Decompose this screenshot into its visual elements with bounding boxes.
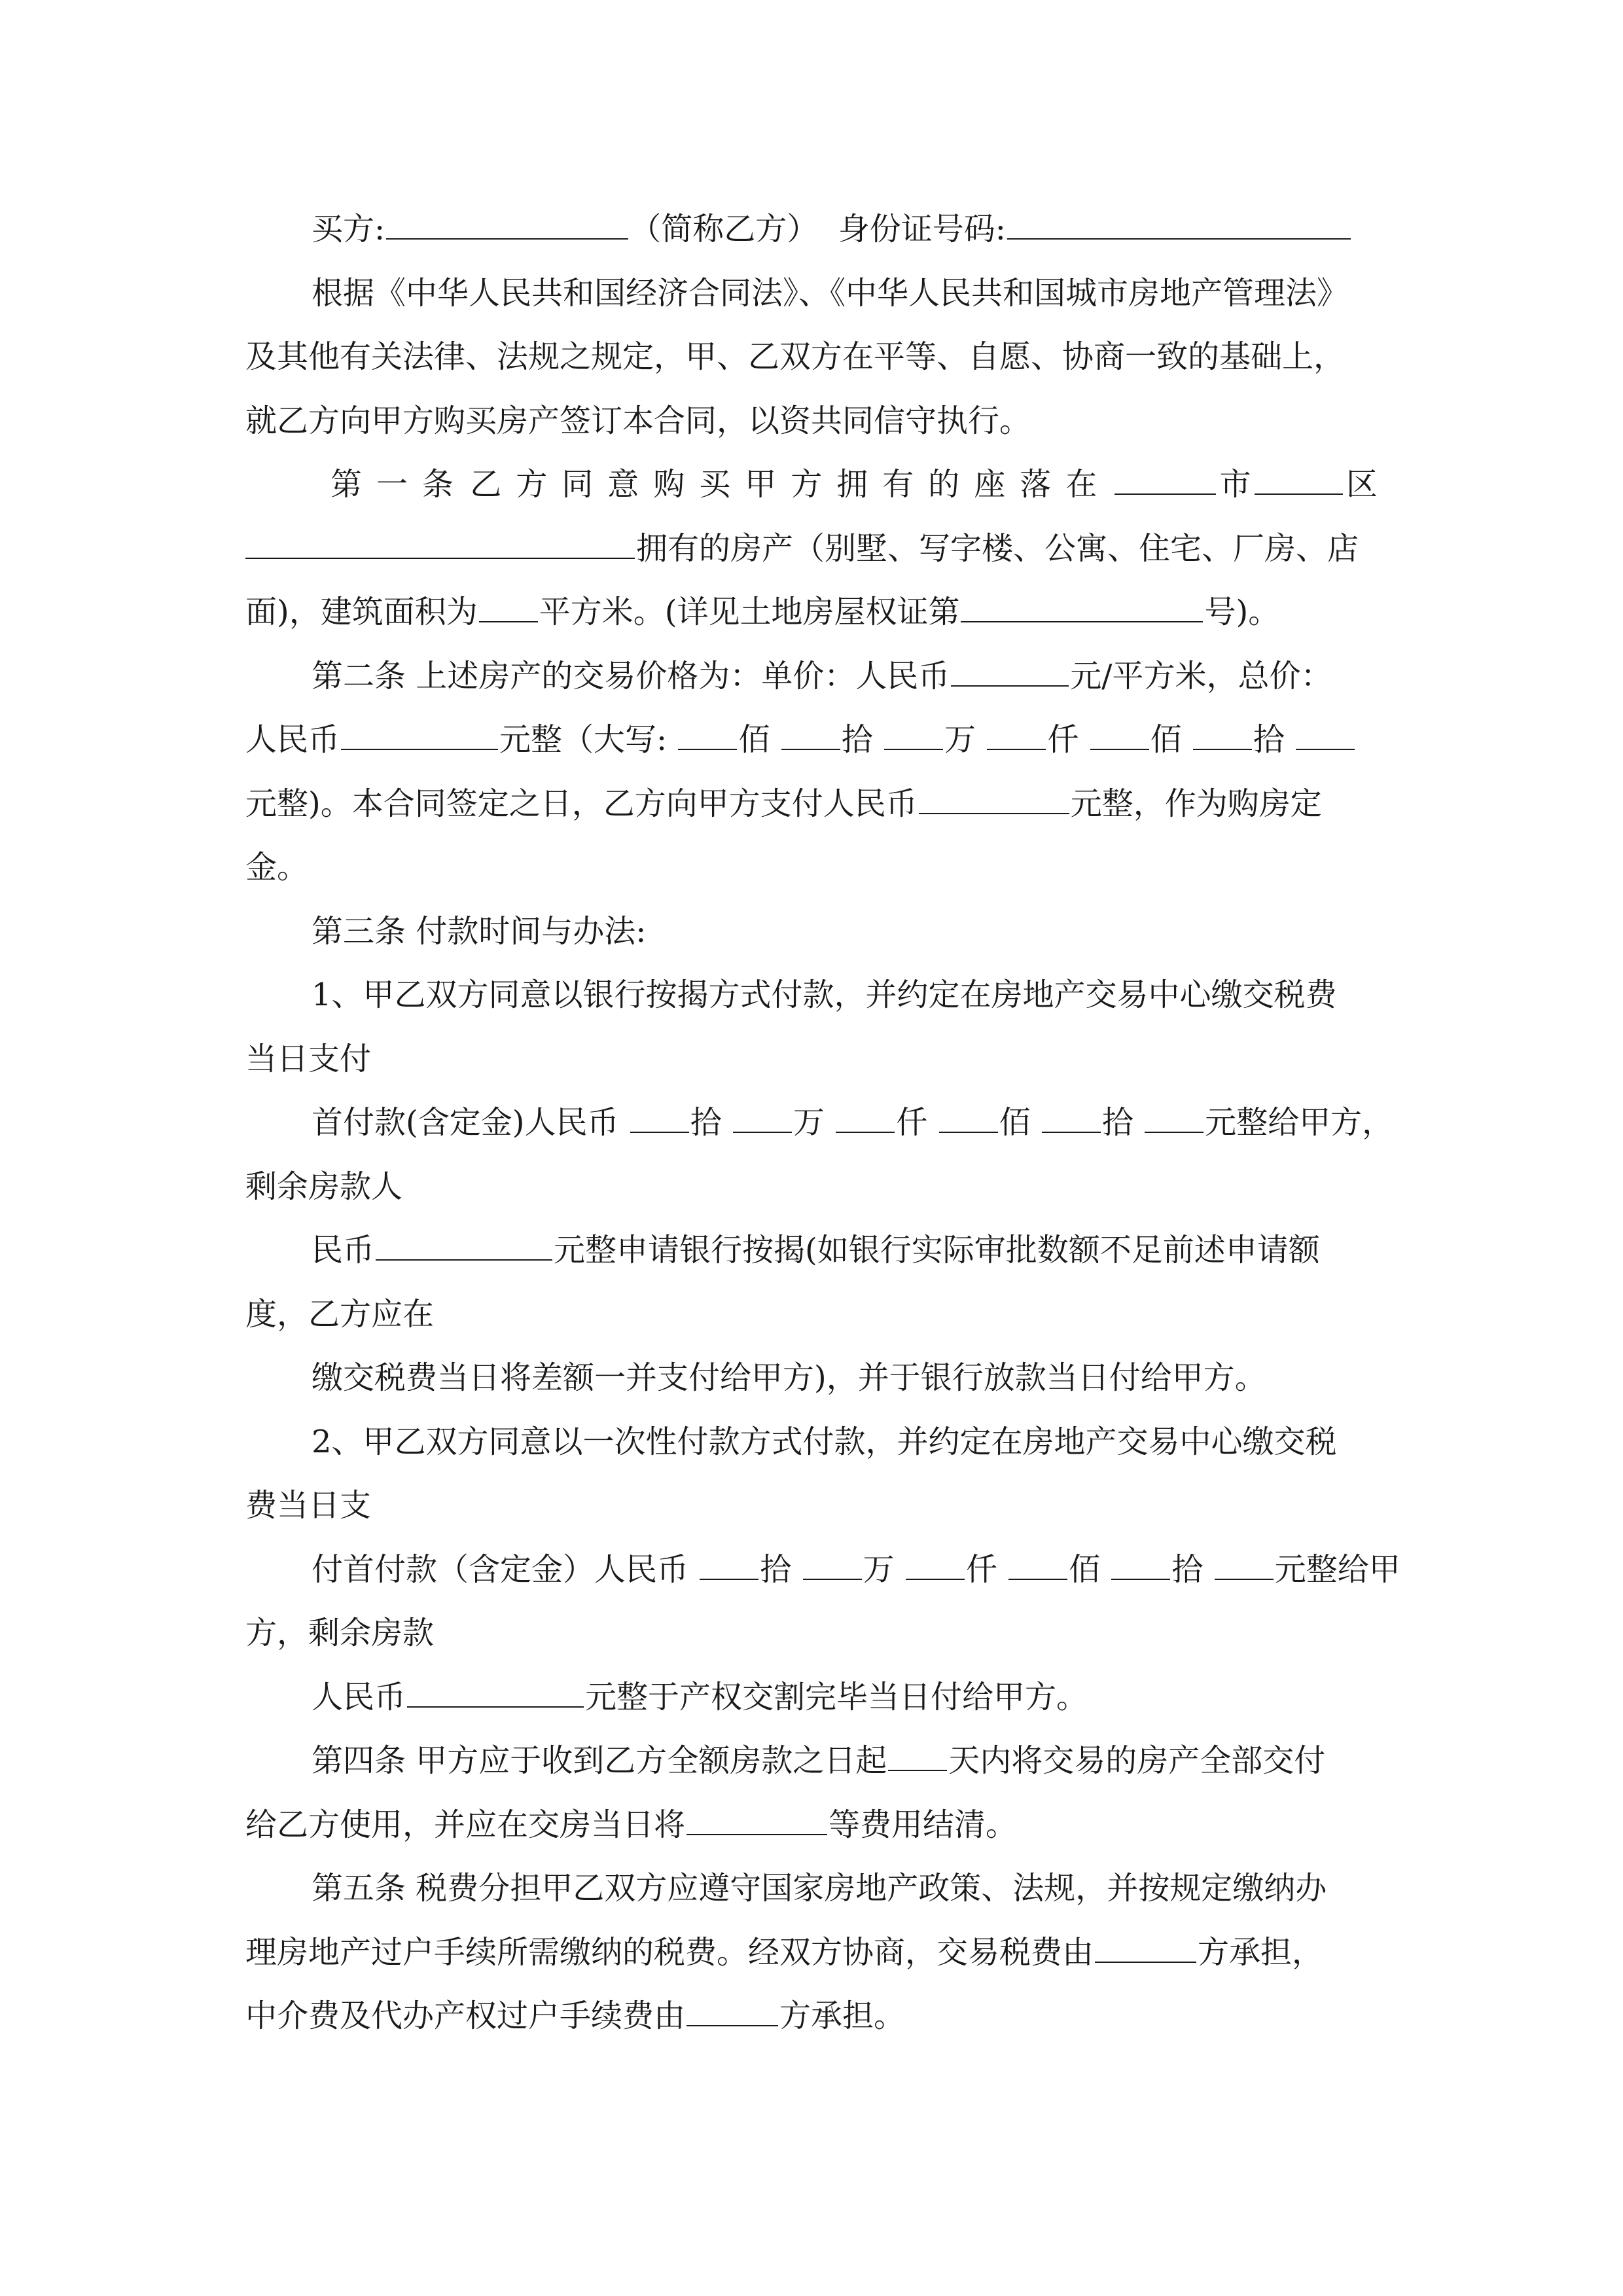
article1-text-c: 面)，建筑面积为 <box>245 594 478 630</box>
article3-item1-line-3 <box>245 1091 1394 1155</box>
amount-blank <box>1008 1539 1067 1580</box>
article4-text-b: 天内将交易的房产全部交付 <box>948 1742 1326 1779</box>
article3-balance-blank <box>407 1667 584 1708</box>
article4-line-2 <box>245 1793 1378 1857</box>
article3-item1-d: 元整给甲方， <box>1205 1104 1394 1141</box>
article2-total-blank <box>341 709 498 750</box>
amount-blank <box>678 709 737 750</box>
item1-unit-1: 拾 <box>690 1104 722 1141</box>
amount-blank <box>884 709 943 750</box>
buyer-short-name: （简称乙方） <box>630 211 819 247</box>
article5-line-3 <box>245 1984 1378 2049</box>
item2-unit-2: 万 <box>863 1551 895 1588</box>
article3-item1-line-6: 度，乙方应在 <box>245 1295 435 1333</box>
article3-title: 付款时间与办法: <box>416 912 647 950</box>
intro-line-3: 就乙方向甲方购买房产签订本合同，以资共同信守执行。 <box>245 402 1031 439</box>
article3-item2-line-4: 方，剩余房款 <box>245 1615 435 1651</box>
article5-text-d: 中介费及代办产权过户手续费由 <box>245 1998 686 2034</box>
article5-head: 第五条 <box>312 1870 406 1907</box>
intro-line-2: 及其他有关法律、法规之规定，甲、乙双方在平等、自愿、协商一致的基础上， <box>245 338 1346 375</box>
article3-item1-f: 民币 <box>312 1232 375 1268</box>
article1-text-a: 乙方同意购买甲方拥有的座落在 <box>470 466 1112 503</box>
article3-item1-c: 首付款(含定金)人民币 <box>312 1104 619 1141</box>
amount-blank <box>906 1539 965 1580</box>
article2-line-4: 金。 <box>245 849 309 886</box>
article1-line-3 <box>245 581 1378 645</box>
buyer-name-blank <box>386 199 628 240</box>
amount-blank <box>803 1539 862 1580</box>
contract-body <box>245 198 1400 2049</box>
amount-blank <box>1111 1539 1170 1580</box>
article3-item2-line-2: 费当日支 <box>245 1487 372 1524</box>
article3-item2-g: 元整于产权交割完毕当日付给甲方。 <box>585 1678 1088 1715</box>
amount-blank <box>939 1092 998 1133</box>
buyer-label: 买方: <box>312 211 385 247</box>
buyer-id-blank <box>1007 199 1351 240</box>
article3-item1-g: 元整申请银行按揭(如银行实际审批数额不足前述申请额 <box>554 1232 1320 1268</box>
article2-line-2 <box>245 708 1378 772</box>
item1-unit-4: 佰 <box>999 1104 1031 1141</box>
intro-line-1: 根据《中华人民共和国经济合同法》、《中华人民共和国城市房地产管理法》 <box>312 274 1349 312</box>
article4-line-1 <box>245 1729 1378 1793</box>
article2-unit-3: 万 <box>944 721 976 758</box>
article5-line-1 <box>245 1857 1378 1921</box>
article3-title-line <box>245 900 1378 964</box>
article4-fees-blank <box>687 1795 827 1835</box>
article4-text-a: 甲方应于收到乙方全额房款之日起 <box>416 1742 887 1779</box>
article3-head: 第三条 <box>312 912 406 950</box>
amount-blank <box>1145 1092 1204 1133</box>
article3-loan-blank <box>376 1220 552 1261</box>
amount-blank <box>1215 1539 1274 1580</box>
article4-head: 第四条 <box>312 1742 406 1779</box>
article1-text-e: 号)。 <box>1204 594 1280 630</box>
article3-item1-line-5 <box>245 1219 1378 1283</box>
amount-blank <box>1193 709 1252 750</box>
buyer-line <box>245 198 1378 262</box>
article3-item1-line-1: 1、甲乙双方同意以银行按揭方式付款，并约定在房地产交易中心缴交税费 <box>312 977 1337 1013</box>
buyer-id-label: 身份证号码: <box>838 211 1006 247</box>
article5-text-c: 方承担， <box>1198 1933 1324 1971</box>
article1-cert-blank <box>961 582 1203 622</box>
article2-deposit-blank <box>919 774 1069 814</box>
article2-text-b: 元/平方米，总价： <box>1070 657 1332 694</box>
article2-unit-4: 仟 <box>1047 721 1079 758</box>
article1-text-d: 平方米。(详见土地房屋权证第 <box>539 594 960 630</box>
article3-item2-line-1: 2、甲乙双方同意以一次性付款方式付款，并约定在房地产交易中心缴交税 <box>312 1423 1337 1460</box>
article5-tax-party-blank <box>1095 1922 1196 1963</box>
article4-text-c: 给乙方使用，并应在交房当日将 <box>245 1806 686 1843</box>
article1-district: 区 <box>1346 466 1378 503</box>
item1-unit-5: 拾 <box>1101 1104 1133 1141</box>
article2-line-3 <box>245 772 1378 836</box>
article4-text-d: 等费用结清。 <box>829 1806 1018 1843</box>
article5-text-b: 理房地产过户手续所需缴纳的税费。经双方协商，交易税费由 <box>245 1933 1094 1971</box>
article5-text-a: 税费分担甲乙双方应遵守国家房地产政策、法规，并按规定缴纳办 <box>416 1870 1327 1907</box>
article2-unit-2: 拾 <box>841 721 873 758</box>
item2-unit-5: 拾 <box>1171 1551 1204 1588</box>
article1-address-blank <box>245 518 635 559</box>
article3-item2-c: 付首付款（含定金）人民币 <box>312 1551 689 1588</box>
article2-unit-price-blank <box>951 646 1069 687</box>
article3-item2-line-3 <box>245 1538 1400 1602</box>
article1-city-blank <box>1115 454 1216 495</box>
amount-blank <box>700 1539 758 1580</box>
item2-unit-1: 拾 <box>760 1551 792 1588</box>
article1-city: 市 <box>1219 466 1251 503</box>
item2-unit-4: 佰 <box>1069 1551 1101 1588</box>
amount-blank <box>836 1092 895 1133</box>
article1-head: 第一条 <box>330 466 469 503</box>
article3-item2-line-5 <box>245 1666 1378 1730</box>
amount-blank <box>1296 709 1355 750</box>
article1-area-blank <box>479 582 538 622</box>
article1-text-b: 拥有的房产（别墅、写字楼、公寓、住宅、厂房、店 <box>636 529 1359 567</box>
amount-blank <box>781 709 840 750</box>
amount-blank <box>1042 1092 1101 1133</box>
article2-line-1 <box>245 645 1378 709</box>
article5-line-2 <box>245 1921 1378 1985</box>
article2-unit-6: 拾 <box>1253 721 1285 758</box>
item1-unit-3: 仟 <box>896 1104 928 1141</box>
article2-text-d: 元整（大写: <box>499 721 668 758</box>
article3-item1-line-2: 当日支付 <box>245 1040 372 1077</box>
item2-unit-3: 仟 <box>965 1551 997 1588</box>
article3-item2-f: 人民币 <box>312 1678 406 1715</box>
article2-text-c: 人民币 <box>245 721 340 758</box>
article1-district-blank <box>1255 454 1343 495</box>
item1-unit-2: 万 <box>793 1104 825 1141</box>
article2-text-a: 上述房产的交易价格为：单价：人民币 <box>416 657 950 694</box>
article5-agency-party-blank <box>687 1986 778 2026</box>
article2-head: 第二条 <box>312 657 406 694</box>
article2-text-f: 元整，作为购房定 <box>1070 785 1322 822</box>
amount-blank <box>733 1092 792 1133</box>
amount-blank <box>1090 709 1149 750</box>
article3-item1-line-4: 剩余房款人 <box>245 1168 403 1205</box>
article3-item2-d: 元整给甲 <box>1274 1551 1400 1588</box>
article2-text-e: 元整)。本合同签定之日，乙方向甲方支付人民币 <box>245 785 918 822</box>
amount-blank <box>987 709 1046 750</box>
article3-item1-line-7: 缴交税费当日将差额一并支付给甲方)，并于银行放款当日付给甲方。 <box>312 1359 1266 1396</box>
article2-unit-1: 佰 <box>738 721 770 758</box>
article1-line-2 <box>245 517 1378 581</box>
article4-days-blank <box>888 1731 947 1771</box>
amount-blank <box>630 1092 689 1133</box>
article5-text-e: 方承担。 <box>779 1998 906 2034</box>
article1-line-1 <box>245 453 1378 517</box>
article2-unit-5: 佰 <box>1150 721 1182 758</box>
